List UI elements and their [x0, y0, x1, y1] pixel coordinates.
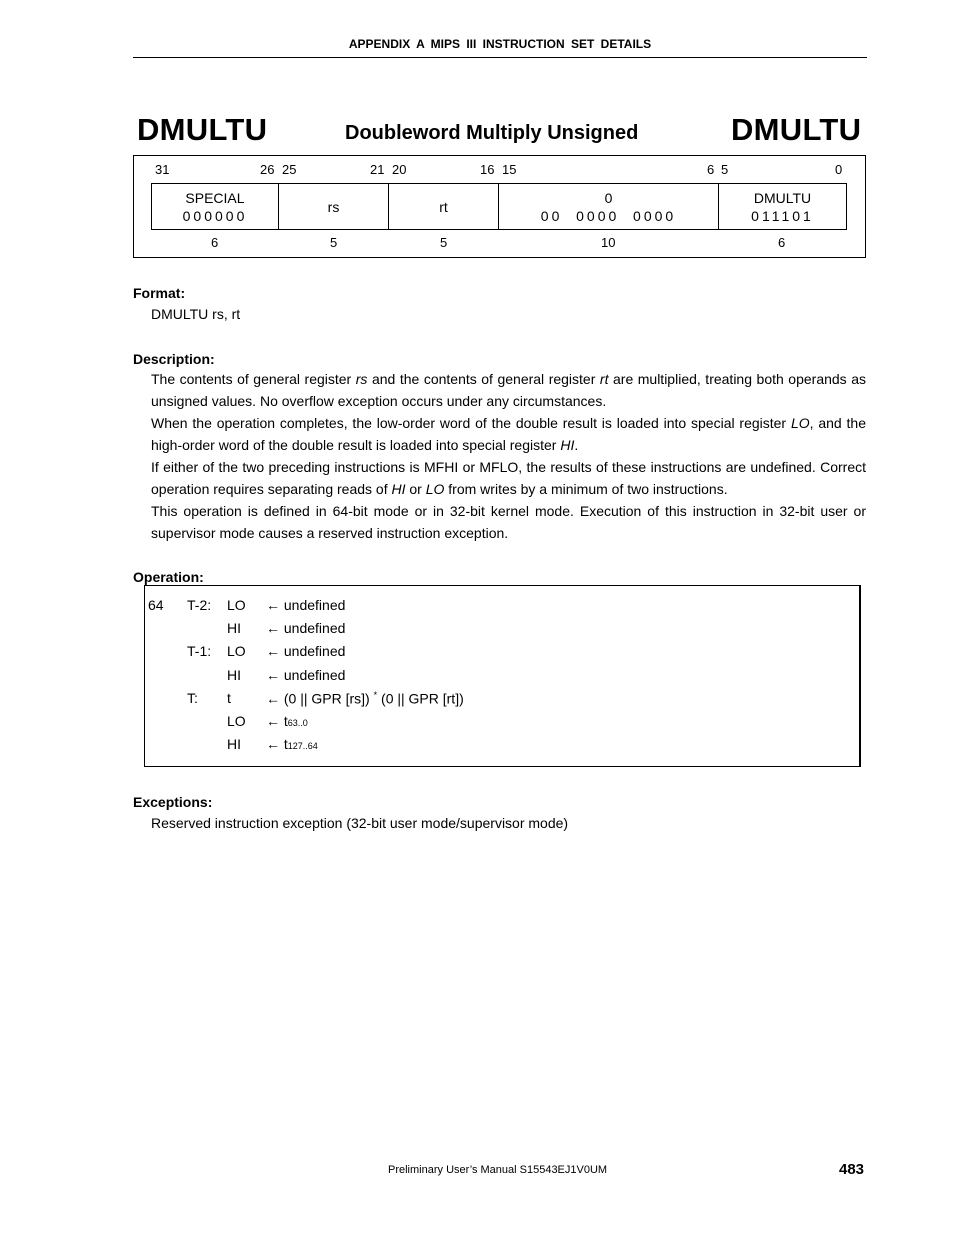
mnemonic-right: DMULTU: [731, 112, 862, 147]
bit-number: 6: [707, 162, 715, 177]
operation-target: HI: [227, 620, 241, 636]
footer-manual: Preliminary User’s Manual S15543EJ1V0UM: [388, 1164, 608, 1176]
operation-time: T-1:: [187, 643, 212, 659]
operation-expr: ← t63..0: [266, 713, 308, 729]
operation-expr: ← undefined: [266, 620, 346, 636]
field-rt: [389, 184, 499, 229]
running-header: APPENDIX A MIPS III INSTRUCTION SET DETAILS: [348, 37, 652, 51]
bit-number: 20: [392, 162, 407, 177]
field-width: 5: [330, 235, 338, 250]
operation-target: HI: [227, 736, 241, 752]
field-width: 6: [211, 235, 219, 250]
operation-target: HI: [227, 667, 241, 683]
operation-heading: Operation:: [133, 569, 204, 585]
field-bits: 00 0000 0000: [540, 207, 677, 224]
exceptions-text: Reserved instruction exception (32-bit user mode/supervisor mode): [151, 815, 569, 831]
operation-time: T-2:: [187, 597, 212, 613]
instruction-title: Doubleword Multiply Unsigned: [345, 122, 639, 144]
operation-expr: ← undefined: [266, 597, 346, 613]
operation-expr: ← undefined: [266, 643, 346, 659]
exceptions-heading: Exceptions:: [133, 794, 213, 810]
field-width: 10: [601, 235, 616, 250]
operation-mode: 64: [148, 597, 164, 613]
field-function: [719, 184, 846, 229]
operation-time: T:: [187, 690, 198, 706]
bit-number: 25: [282, 162, 297, 177]
operation-target: LO: [227, 643, 246, 659]
description-paragraph: The contents of general register rs and the contents of general register rt are multiplied, treating both operands as unsigned values. No overflow exception occurs under any circumstances.: [151, 371, 866, 409]
multiply-sign: *: [373, 690, 378, 700]
field-label: DMULTU: [753, 189, 812, 206]
field-zero: [499, 184, 719, 229]
operation-expr: ← (0 || GPR [rs]) * (0 || GPR [rt]): [266, 690, 464, 707]
format-heading: Format:: [133, 285, 186, 301]
operation-target: LO: [227, 597, 246, 613]
page-number: 483: [839, 1161, 865, 1178]
operation-expr: ← undefined: [266, 667, 346, 683]
bit-number: 16: [480, 162, 495, 177]
bit-number: 15: [502, 162, 517, 177]
operation-expr: ← t127..64: [266, 736, 318, 752]
bit-number: 21: [370, 162, 385, 177]
field-label: 0: [604, 189, 613, 206]
description-heading: Description:: [133, 351, 215, 367]
bit-number: 26: [260, 162, 275, 177]
description-body: [151, 368, 866, 544]
bit-number: 31: [155, 162, 170, 177]
field-label: SPECIAL: [185, 189, 245, 206]
bit-number: 5: [721, 162, 729, 177]
header-divider: [133, 57, 867, 58]
format-syntax: DMULTU rs, rt: [151, 306, 241, 322]
field-bits: 000000: [182, 207, 248, 224]
description-paragraph: If either of the two preceding instructions is MFHI or MFLO, the results of these instructions are undefined. Correct operation requires separating reads of HI or LO from writes by a minimum of two instructions.: [151, 459, 866, 497]
field-bits: 011101: [751, 207, 814, 224]
description-paragraph: This operation is defined in 64-bit mode or in 32-bit kernel mode. Execution of this instruction in 32-bit user or supervisor mode causes a reserved instruction exception.: [151, 503, 866, 541]
operation-target: LO: [227, 713, 246, 729]
field-special: [152, 184, 279, 229]
field-label: rs: [327, 198, 340, 215]
bit-range-subscript: 127..64: [287, 741, 318, 751]
bit-range-subscript: 63..0: [287, 718, 308, 728]
operation-box: [144, 585, 861, 767]
field-row: [151, 183, 847, 230]
operation-target: t: [227, 690, 231, 706]
field-label: rt: [439, 198, 448, 215]
description-paragraph: When the operation completes, the low-order word of the double result is loaded into special register LO, and the high-order word of the double result is loaded into special register HI.: [151, 415, 866, 453]
bit-number: 0: [835, 162, 843, 177]
field-rs: [279, 184, 389, 229]
field-width: 6: [778, 235, 786, 250]
mnemonic-left: DMULTU: [137, 112, 268, 147]
field-width: 5: [440, 235, 448, 250]
